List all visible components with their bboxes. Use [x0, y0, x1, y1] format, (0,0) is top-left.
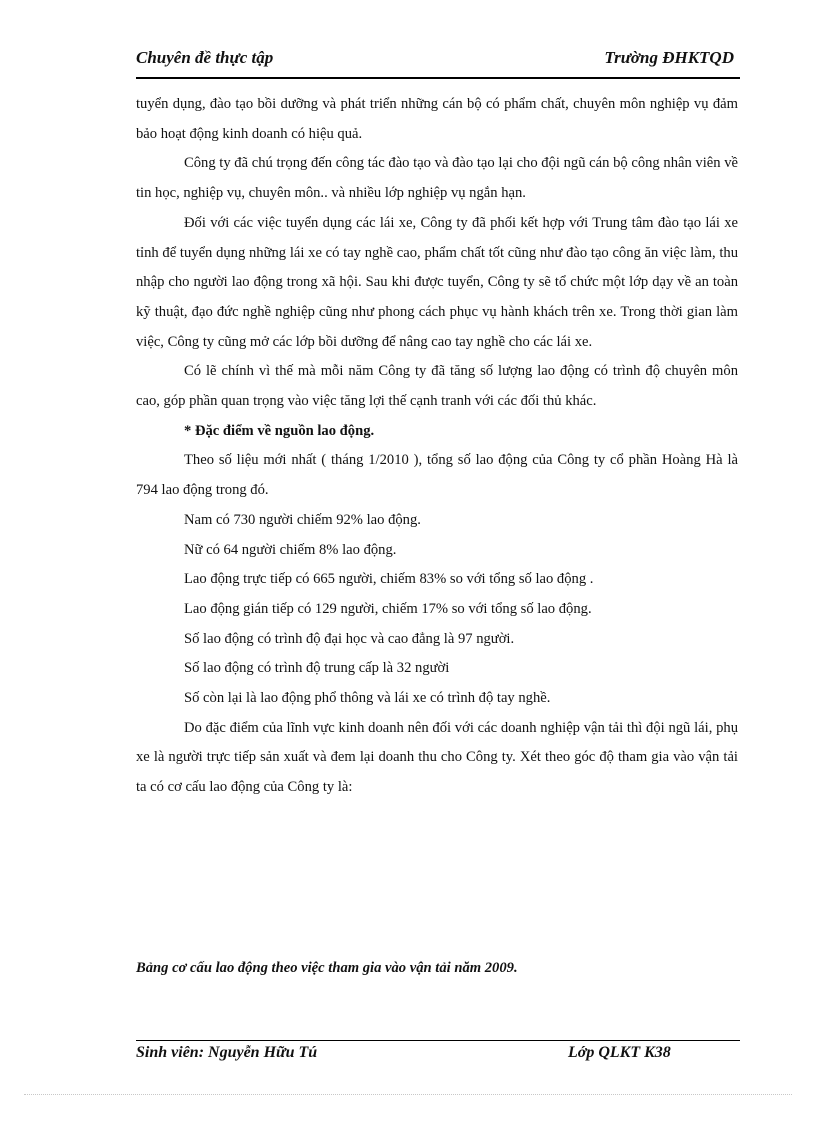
footer-class: Lớp QLKT K38	[568, 1044, 671, 1061]
footer-rule	[136, 1040, 740, 1041]
paragraph-competitive-advantage: Có lẽ chính vì thế mà mỗi năm Công ty đã tăng số lượng lao động có trình độ chuyên môn cao, góp phần quan trọng vào việc tăng lợi thế cạnh tranh với các đối thủ khác.	[136, 363, 738, 410]
page-bottom-divider	[24, 1094, 792, 1095]
table-caption: Bảng cơ cấu lao động theo việc tham gia vào vận tải năm 2009.	[136, 960, 518, 976]
header-left-title: Chuyên đề thực tập	[136, 48, 274, 67]
list-item: Nam có 730 người chiếm 92% lao động.	[184, 511, 421, 528]
list-item: Lao động gián tiếp có 129 người, chiếm 17% so với tổng số lao động.	[184, 600, 592, 617]
page-footer	[136, 1044, 740, 1068]
list-item: Số lao động có trình độ trung cấp là 32 người	[184, 660, 450, 677]
header-rule	[136, 77, 740, 79]
paragraph-labor-structure: Do đặc điểm của lĩnh vực kinh doanh nên đối với các doanh nghiệp vận tải thì đội ngũ lái, phụ xe là người trực tiếp sản xuất và đem lại doanh thu cho Công ty. Xét theo góc độ tham gia vào vận tải ta có cơ cấu lao động của Công ty là:	[136, 719, 738, 796]
footer-student-name: Sinh viên: Nguyễn Hữu Tú	[136, 1044, 318, 1061]
paragraph-labor-statistics: Theo số liệu mới nhất ( tháng 1/2010 ), tổng số lao động của Công ty cổ phần Hoàng Hà là 794 lao động trong đó.	[136, 452, 738, 499]
paragraph-driver-recruitment: Đối với các việc tuyển dụng các lái xe, Công ty đã phối kết hợp với Trung tâm đào tạo lái xe tỉnh để tuyển dụng những lái xe có tay nghề cao, phẩm chất tốt cũng như đào tạo công ăn việc làm, thu nhập cho người lao động trong xã hội. Sau khi được tuyển, Công ty sẽ tổ chức một lớp dạy về an toàn kỹ thuật, đạo đức nghề nghiệp cũng như phong cách phục vụ hành khách trên xe. Trong thời gian làm việc, Công ty cũng mở các lớp bồi dưỡng để nâng cao tay nghề cho các lái xe.	[136, 214, 738, 350]
header-right-school: Trường ĐHKTQD	[604, 48, 734, 67]
document-body	[136, 90, 738, 803]
section-heading: * Đặc điểm về nguồn lao động.	[184, 422, 375, 439]
paragraph-training: Công ty đã chú trọng đến công tác đào tạo và đào tạo lại cho đội ngũ cán bộ công nhân viên về tin học, nghiệp vụ, chuyên môn.. và nhiều lớp nghiệp vụ ngắn hạn.	[136, 155, 738, 202]
paragraph-continuation: tuyển dụng, đào tạo bồi dưỡng và phát triển những cán bộ có phẩm chất, chuyên môn nghiệp vụ đảm bảo hoạt động kinh doanh có hiệu quả.	[136, 96, 738, 142]
list-item: Nữ có 64 người chiếm 8% lao động.	[184, 541, 397, 558]
list-item: Lao động trực tiếp có 665 người, chiếm 83% so với tổng số lao động .	[184, 571, 594, 588]
list-item: Số còn lại là lao động phổ thông và lái xe có trình độ tay nghề.	[184, 690, 551, 707]
list-item: Số lao động có trình độ đại học và cao đẳng là 97 người.	[184, 630, 515, 647]
page-header	[136, 48, 740, 72]
